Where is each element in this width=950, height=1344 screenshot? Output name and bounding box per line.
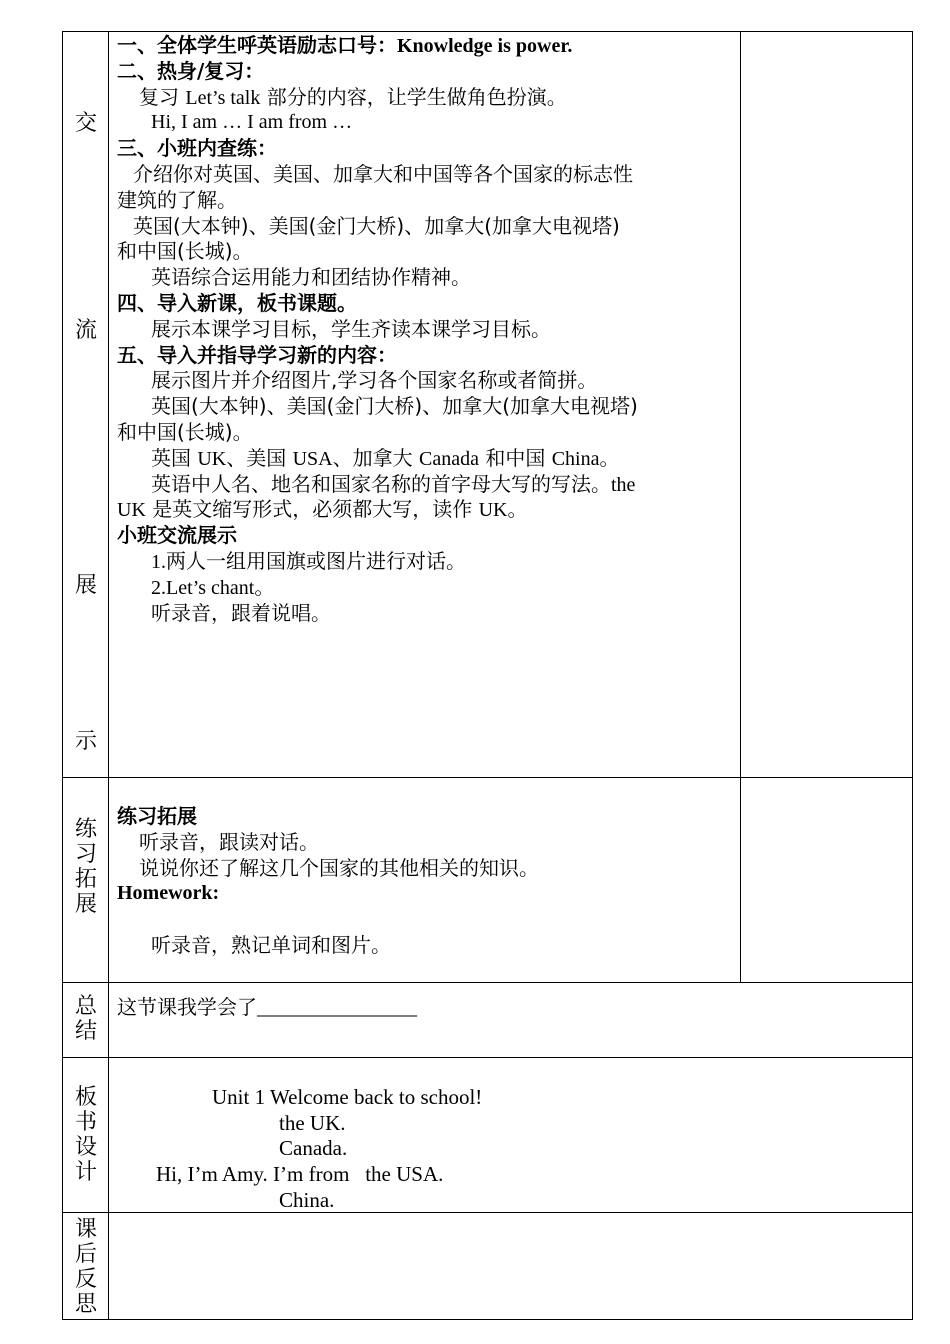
text: 展示图片并介绍图片,学习各个国家名称或者简拼。: [151, 368, 598, 393]
row-label-summary: 总结: [74, 994, 97, 1044]
text: 英国(大本钟)、美国(金门大桥)、加拿大(加拿大电视塔): [151, 394, 638, 419]
text: UK: [117, 499, 146, 522]
row-label-board: 板书设计: [74, 1085, 97, 1185]
text: 英国: [151, 445, 198, 470]
text: 和中国: [478, 445, 552, 470]
row-divider: [62, 777, 913, 778]
text: 英语综合运用能力和团结协作精神。: [151, 265, 471, 290]
row-label-exchange-3: 展: [74, 573, 97, 598]
text: 建筑的了解。: [117, 187, 237, 212]
text: 复习: [139, 84, 186, 109]
motto: Knowledge is power.: [397, 35, 573, 57]
text: 介绍你对英国、美国、加拿大和中国等各个国家的标志性: [133, 161, 633, 186]
practice-content: [117, 804, 539, 959]
board-sentence: Hi, I’m Amy. I’m from the USA.: [156, 1162, 444, 1186]
text: 、加拿大: [332, 445, 419, 470]
text: UK: [478, 499, 508, 522]
section-heading: 二、热身/复习：: [117, 58, 265, 83]
summary-content: [117, 995, 417, 1021]
text: Canada: [418, 447, 479, 470]
text: 。: [254, 574, 275, 599]
row-divider: [62, 982, 913, 983]
text: 两人一组用国旗或图片进行对话。: [166, 548, 466, 573]
section-heading: 五、导入并指导学习新的内容：: [117, 342, 397, 367]
section-heading: 一、全体学生呼英语励志口号：: [117, 33, 397, 57]
text: China: [551, 447, 600, 470]
board-country-1: the UK.: [279, 1111, 346, 1135]
text: 听录音，熟记单词和图片。: [151, 932, 391, 957]
text: 英国(大本钟)、美国(金门大桥)、加拿大(加拿大电视塔): [133, 213, 620, 238]
text: 部分的内容，让学生做角色扮演。: [260, 84, 567, 109]
board-country-2: Canada.: [279, 1136, 348, 1160]
text: 和中国(长城)。: [117, 419, 253, 444]
homework-heading: Homework:: [117, 882, 220, 905]
row-label-exchange-4: 示: [74, 729, 97, 754]
section-heading: 小班交流展示: [117, 523, 237, 548]
text: 2.Let’s chant: [151, 576, 255, 599]
text: Let’s talk: [185, 86, 261, 109]
text: USA: [292, 447, 333, 470]
text: 展示本课学习目标，学生齐读本课学习目标。: [151, 316, 551, 341]
board-country-3: China.: [279, 1188, 335, 1212]
section-heading: 四、导入新课，板书课题。: [117, 290, 357, 315]
row-label-exchange-2: 流: [74, 318, 97, 343]
text: 说说你还了解这几个国家的其他相关的知识。: [139, 855, 539, 880]
text: 听录音，跟读对话。: [139, 829, 319, 854]
exchange-content: [117, 33, 638, 626]
row-divider: [62, 1057, 913, 1058]
fill-in-blank: ________________: [257, 997, 417, 1019]
text: 。: [507, 497, 528, 522]
text: 和中国(长城)。: [117, 239, 253, 264]
column-divider-right: [740, 31, 741, 983]
text: 是英文缩写形式，必须都大写，读作: [145, 497, 479, 522]
row-divider: [62, 1212, 913, 1213]
board-title: Unit 1 Welcome back to school!: [212, 1085, 483, 1109]
section-heading: 三、小班内查练：: [117, 136, 277, 161]
text: 这节课我学会了: [117, 995, 257, 1019]
text: Hi, I am … I am from …: [151, 111, 353, 134]
text: 。: [599, 445, 620, 470]
text: 、美国: [226, 445, 293, 470]
section-heading: 练习拓展: [117, 804, 197, 828]
row-label-practice: 练习拓展: [74, 817, 97, 917]
text: the: [611, 473, 636, 496]
text: 英语中人名、地名和国家名称的首字母大写的写法。: [151, 471, 611, 496]
row-label-exchange-1: 交: [74, 111, 97, 136]
text: 听录音，跟着说唱。: [151, 600, 331, 625]
text: UK: [197, 447, 227, 470]
row-label-reflection: 课后反思: [74, 1217, 97, 1317]
text: 1.: [151, 550, 166, 573]
